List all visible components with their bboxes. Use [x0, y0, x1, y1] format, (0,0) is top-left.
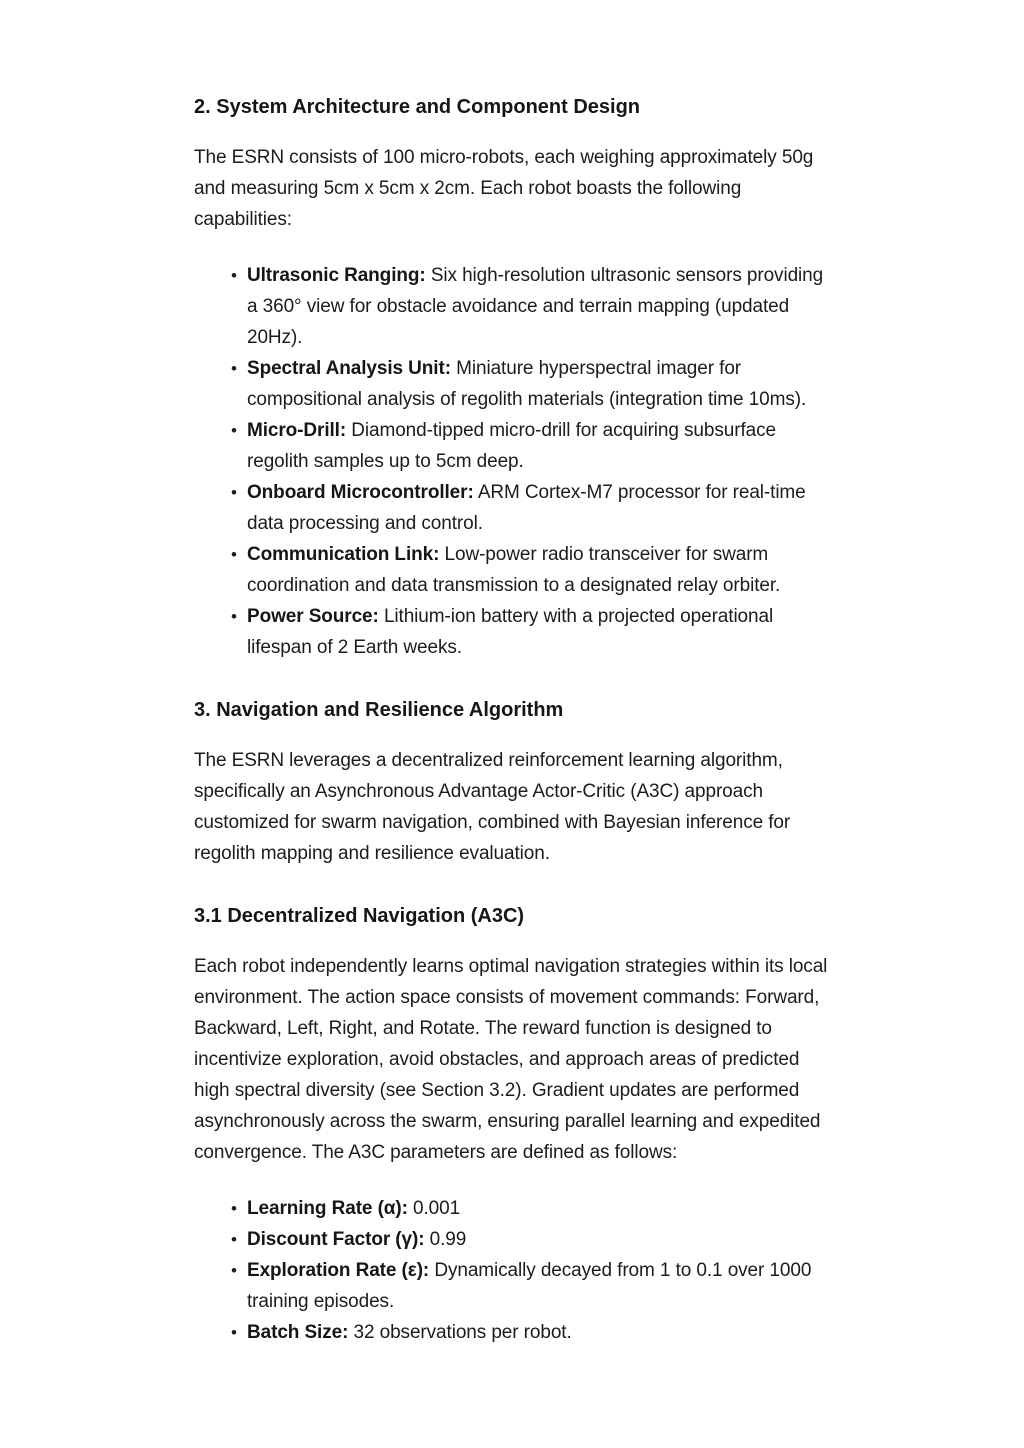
capability-term: Micro-Drill:: [247, 420, 347, 441]
section-2-heading: 2. System Architecture and Component Design: [194, 96, 641, 118]
capability-text: ARM Cortex-M7 processor for real-time data processing and control.: [247, 482, 806, 534]
bullet-marker: •: [231, 1230, 237, 1249]
bullet-marker: •: [231, 266, 237, 285]
capability-text: Miniature hyperspectral imager for compositional analysis of regolith materials (integration time 10ms).: [247, 358, 807, 410]
section-3-1-heading: 3.1 Decentralized Navigation (A3C): [194, 905, 525, 927]
bullet-marker: •: [231, 359, 237, 378]
capability-term: Power Source:: [247, 606, 379, 627]
capabilities-list: [194, 260, 834, 663]
parameter-term: Discount Factor (γ):: [247, 1229, 425, 1250]
section-3-intro-paragraph: The ESRN leverages a decentralized reinforcement learning algorithm, specifically an Asynchronous Advantage Actor-Critic (A3C) approach customized for swarm navigation, combined with Bayesian inference for regolith mapping and resilience evaluation.: [194, 750, 791, 864]
section-3-heading: 3. Navigation and Resilience Algorithm: [194, 699, 564, 721]
capability-term: Onboard Microcontroller:: [247, 482, 474, 503]
parameter-term: Learning Rate (α):: [247, 1198, 408, 1219]
parameter-value: Dynamically decayed from 1 to 0.1 over 1000 training episodes.: [247, 1260, 812, 1312]
parameter-value: 0.99: [429, 1229, 467, 1250]
list-item-ultrasonic-ranging: [231, 260, 834, 353]
capability-text: Six high-resolution ultrasonic sensors providing a 360° view for obstacle avoidance and terrain mapping (updated 20Hz).: [247, 265, 824, 348]
capability-text: Low-power radio transceiver for swarm coordination and data transmission to a designated relay orbiter.: [247, 544, 781, 596]
capability-term: Spectral Analysis Unit:: [247, 358, 451, 379]
capability-term: Communication Link:: [247, 544, 440, 565]
bullet-marker: •: [231, 607, 237, 626]
list-item-exploration-rate: [231, 1255, 834, 1317]
list-item-spectral-analysis-unit: [231, 353, 834, 415]
list-item-micro-drill: [231, 415, 834, 477]
parameter-term: Batch Size:: [247, 1322, 349, 1343]
bullet-marker: •: [231, 1323, 237, 1342]
list-item-communication-link: [231, 539, 834, 601]
list-item-power-source: [231, 601, 834, 663]
bullet-marker: •: [231, 483, 237, 502]
parameter-value: 32 observations per robot.: [353, 1322, 572, 1343]
document-content: [194, 94, 834, 1348]
bullet-marker: •: [231, 545, 237, 564]
list-item-learning-rate: [231, 1193, 834, 1224]
list-item-onboard-microcontroller: [231, 477, 834, 539]
a3c-parameters-list: [194, 1193, 834, 1348]
bullet-marker: •: [231, 421, 237, 440]
section-2-intro-paragraph: The ESRN consists of 100 micro-robots, each weighing approximately 50g and measuring 5cm x 5cm x 2cm. Each robot boasts the following capabilities:: [194, 147, 814, 230]
capability-text: Lithium-ion battery with a projected operational lifespan of 2 Earth weeks.: [247, 606, 774, 658]
list-item-batch-size: [231, 1317, 834, 1348]
section-3-1-body-paragraph: Each robot independently learns optimal navigation strategies within its local environment. The action space consists of movement commands: Forward, Backward, Left, Right, and Rotate. The reward function is designed to incentivize exploration, avoid obstacles, and approach areas of predicted high spectral diversity (see Section 3.2). Gradient updates are performed asynchronously across the swarm, ensuring parallel learning and expedited convergence. The A3C parameters are defined as follows:: [194, 956, 828, 1163]
bullet-marker: •: [231, 1261, 237, 1280]
parameter-term: Exploration Rate (ε):: [247, 1260, 430, 1281]
capability-text: Diamond-tipped micro-drill for acquiring subsurface regolith samples up to 5cm deep.: [247, 420, 776, 472]
bullet-marker: •: [231, 1199, 237, 1218]
parameter-value: 0.001: [413, 1198, 461, 1219]
capability-term: Ultrasonic Ranging:: [247, 265, 426, 286]
list-item-discount-factor: [231, 1224, 834, 1255]
